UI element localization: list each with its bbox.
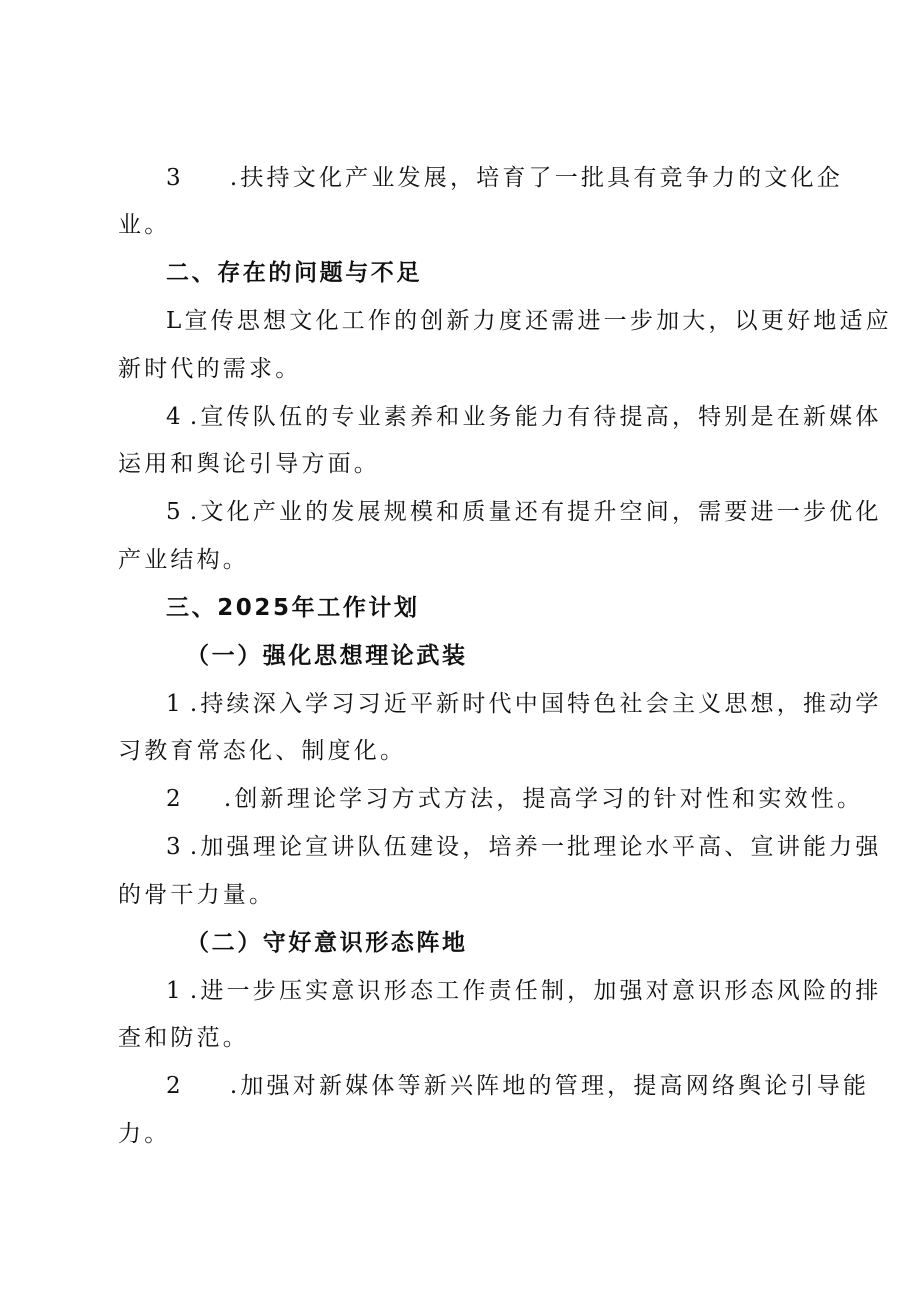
item-number: 1 [166,978,184,1004]
paragraph-text: .持续深入学习习近平新时代中国特色社会主义思想，推动学 [189,691,882,717]
section-heading-2: 二、存在的问题与不足 [166,260,422,286]
paragraph-text: .扶持文化产业发展，培育了一批具有竞争力的文化企 [229,165,843,191]
item-number: 5 [166,499,184,525]
paragraph-text: .创新理论学习方式方法，提高学习的针对性和实效性。 [223,786,864,812]
item-number: 4 [166,404,184,430]
paragraph-3-line-1 [166,163,843,193]
plan-2-item-1-line-2: 查和防范。 [118,1025,249,1051]
item-number: 1 [166,691,184,717]
item-number: 2 [166,1073,184,1099]
problem-1-line-2: 新时代的需求。 [118,356,302,382]
plan-2-item-2-line-1 [166,1071,869,1101]
paragraph-text: .进一步压实意识形态工作责任制，加强对意识形态风险的排 [189,978,882,1004]
problem-4-line-1 [166,402,882,432]
problem-5-line-1 [166,497,882,527]
problem-5-line-2: 产业结构。 [118,547,249,573]
paragraph-text: .加强对新媒体等新兴阵地的管理，提高网络舆论引导能 [229,1073,870,1099]
plan-2-item-2-line-2: 力。 [118,1121,171,1147]
item-number: 3 [166,834,184,860]
paragraph-text: .文化产业的发展规模和质量还有提升空间，需要进一步优化 [189,499,882,525]
plan-1-item-3-line-1 [166,832,882,862]
paragraph-text: .加强理论宣讲队伍建设，培养一批理论水平高、宣讲能力强 [189,834,882,860]
plan-1-item-1-line-2: 习教育常态化、制度化。 [118,738,407,764]
item-number: 3 [166,165,184,191]
plan-2-item-1-line-1 [166,976,882,1006]
problem-4-line-2: 运用和舆论引导方面。 [118,451,380,477]
plan-1-item-2-line-1 [166,784,863,814]
plan-1-item-3-line-2: 的骨干力量。 [118,882,276,908]
subheading-2: （二）守好意识形态阵地 [186,930,468,956]
plan-1-item-1-line-1 [166,689,882,719]
subheading-1: （一）强化思想理论武装 [186,643,468,669]
section-heading-3: 三、2025年工作计划 [166,595,420,621]
item-number: 2 [166,786,184,812]
paragraph-text: .宣传队伍的专业素养和业务能力有待提高，特别是在新媒体 [189,404,882,430]
paragraph-3-line-2: 业。 [118,212,171,238]
problem-1-line-1: L宣传思想文化工作的创新力度还需进一步加大，以更好地适应 [166,308,892,334]
